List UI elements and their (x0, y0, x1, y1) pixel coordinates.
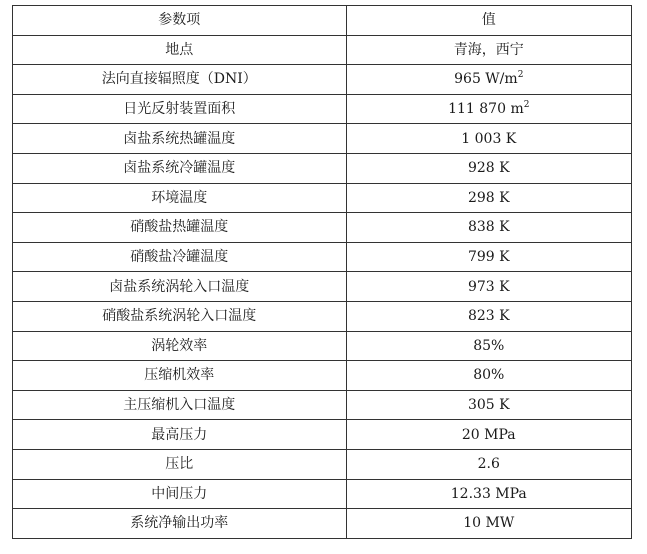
table-row (13, 35, 632, 65)
unit-exponent: 2 (523, 100, 530, 111)
parameter-value-cell (346, 301, 631, 331)
parameter-value-cell (346, 361, 631, 391)
parameter-name-cell: 中间压力 (13, 479, 347, 509)
parameter-name-cell: 涡轮效率 (13, 331, 347, 361)
parameter-value-cell (346, 124, 631, 154)
column-header-parameter: 参数项 (13, 6, 347, 36)
parameter-name-cell: 环境温度 (13, 183, 347, 213)
parameter-name-cell: 卤盐系统冷罐温度 (13, 153, 347, 183)
table-row (13, 509, 632, 539)
table-row (13, 213, 632, 243)
parameter-name-cell: 主压缩机入口温度 (13, 390, 347, 420)
parameter-value-text: 838 K (467, 219, 510, 236)
parameter-value-text: 12.33 MPa (450, 485, 527, 502)
table-row (13, 331, 632, 361)
parameter-value-text: 20 MPa (461, 426, 516, 443)
parameter-value-text: 1 003 K (461, 130, 517, 147)
parameter-name-cell: 日光反射装置面积 (13, 94, 347, 124)
parameter-value-cell (346, 242, 631, 272)
parameter-value-cell (346, 449, 631, 479)
unit-exponent: 2 (517, 70, 524, 81)
parameter-value-cell (346, 213, 631, 243)
table-row (13, 94, 632, 124)
parameter-value-cell (346, 479, 631, 509)
parameter-value-text: 80% (473, 367, 505, 384)
parameter-value-text: 2.6 (477, 456, 500, 473)
parameter-value-cell (346, 153, 631, 183)
table-row (13, 153, 632, 183)
parameter-name-cell: 法向直接辐照度（DNI） (13, 65, 347, 95)
table-row (13, 449, 632, 479)
parameter-name-cell: 卤盐系统热罐温度 (13, 124, 347, 154)
parameter-name-cell: 系统净输出功率 (13, 509, 347, 539)
parameter-value-text: 10 MW (463, 515, 515, 532)
parameter-name-cell: 硝酸盐系统涡轮入口温度 (13, 301, 347, 331)
parameter-value-cell (346, 420, 631, 450)
parameter-name-cell: 硝酸盐冷罐温度 (13, 242, 347, 272)
column-header-value: 值 (346, 6, 631, 36)
table-row (13, 183, 632, 213)
parameter-value-cell (346, 331, 631, 361)
parameter-value-text: 85% (473, 337, 505, 354)
parameter-name-cell: 卤盐系统涡轮入口温度 (13, 272, 347, 302)
parameter-value-cell (346, 35, 631, 65)
table-row (13, 479, 632, 509)
parameter-value-text: 青海，西宁 (453, 41, 524, 58)
parameter-value-text: 305 K (467, 397, 510, 414)
table-row (13, 301, 632, 331)
parameter-value-text: 298 K (467, 189, 510, 206)
parameter-value-cell (346, 390, 631, 420)
parameter-value-cell (346, 65, 631, 95)
table-row (13, 420, 632, 450)
parameter-value-cell (346, 272, 631, 302)
parameter-value-text: 799 K (467, 249, 510, 266)
table-row (13, 124, 632, 154)
parameter-name-cell: 压缩机效率 (13, 361, 347, 391)
parameter-name-cell: 地点 (13, 35, 347, 65)
parameter-value-cell (346, 509, 631, 539)
parameter-value-text: 928 K (467, 160, 510, 177)
parameter-value-text: 823 K (467, 308, 510, 325)
parameter-value-text: 973 K (467, 278, 510, 295)
table-body (13, 35, 632, 538)
table-row (13, 65, 632, 95)
parameter-value-text: 111 870 m (448, 101, 524, 118)
table-row (13, 390, 632, 420)
table-row (13, 272, 632, 302)
table-row (13, 361, 632, 391)
parameter-value-cell (346, 183, 631, 213)
parameter-value-cell (346, 94, 631, 124)
parameter-name-cell: 硝酸盐热罐温度 (13, 213, 347, 243)
parameter-value-text: 965 W/m (454, 71, 518, 88)
parameter-name-cell: 压比 (13, 449, 347, 479)
parameter-table (12, 5, 632, 539)
table-header-row (13, 6, 632, 36)
parameter-name-cell: 最高压力 (13, 420, 347, 450)
table-row (13, 242, 632, 272)
